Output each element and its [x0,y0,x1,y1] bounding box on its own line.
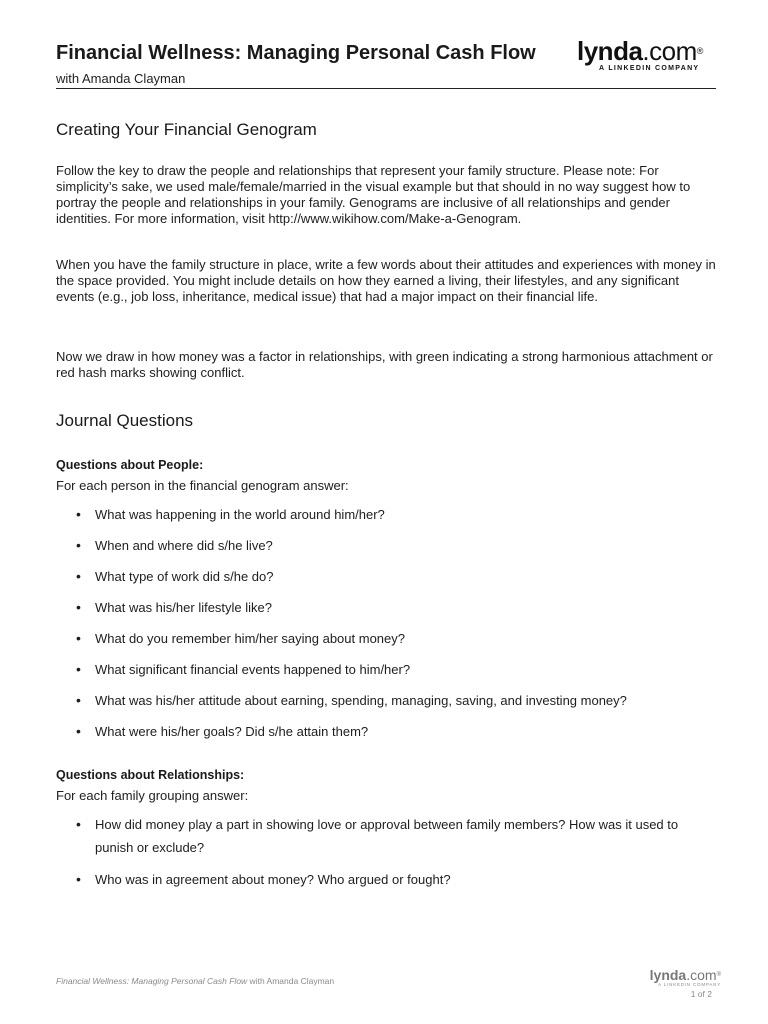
page-number: 1 of 2 [690,989,712,999]
list-item [76,689,716,712]
course-title: Financial Wellness: Managing Personal Cash Flow [56,42,536,64]
logo-registered: ® [696,46,703,56]
bullet-icon: • [76,816,81,832]
paragraph-relationships: Now we draw in how money was a factor in relationships, with green indicating a strong harmonious attachment or red hash marks showing conflict. [56,349,713,380]
list-item-text: When and where did s/he live? [95,538,273,553]
footer-author: with Amanda Clayman [247,976,335,986]
logo-dotcom: .com [642,36,697,66]
bullet-icon: • [76,871,81,887]
paragraph-key: Follow the key to draw the people and relationships that represent your family structure. Please note: For simplicity’s sake, we used male/female/married in the visual example but that should in no way suggest how to portray the people and relationships in your family. Genograms are inclusive of all relationships and gender identities. For more information, visit http://www.wikihow.com/Make-a-Genogram. [56,163,691,226]
footer-logo-dotcom: .com [686,967,717,983]
footer-course-credit [56,976,334,986]
list-item [76,720,716,743]
bullet-icon: • [76,630,81,646]
section-heading-genogram: Creating Your Financial Genogram [56,120,317,139]
section-heading-journal: Journal Questions [56,411,194,430]
bullet-icon: • [76,661,81,677]
list-item [76,627,716,650]
list-item-text: How did money play a part in showing love or approval between family members? How was it used to punish or exclude? [95,817,679,855]
relationships-intro: For each family grouping answer: [56,788,249,803]
paragraph-family-structure: When you have the family structure in place, write a few words about their attitudes and experiences with money in the space provided. You might include details on how they earned a living, their lifestyles, and any significant events (e.g., job loss, inheritance, medical issue) that had a major impact on their financial life. [56,257,716,304]
subheading-people: Questions about People: [56,458,204,472]
footer-logo-tagline: A LINKEDIN COMPANY [658,982,721,987]
list-item-text: What was his/her lifestyle like? [95,600,273,615]
course-author: with Amanda Clayman [56,71,186,86]
bullet-icon: • [76,568,81,584]
footer-logo-registered: ® [716,972,721,978]
footer-course-title: Financial Wellness: Managing Personal Cash Flow [56,976,248,986]
people-intro: For each person in the financial genogram answer: [56,478,349,493]
list-item-text: What significant financial events happened to him/her? [95,662,411,677]
bullet-icon: • [76,692,81,708]
bullet-icon: • [76,506,81,522]
logo-tagline: A LINKEDIN COMPANY [599,65,700,72]
bullet-icon: • [76,537,81,553]
list-item-text: What was his/her attitude about earning, spending, managing, saving, and investing money? [95,693,627,708]
list-item-text: What type of work did s/he do? [95,569,274,584]
list-item [76,534,716,557]
list-item [76,868,716,891]
list-item [76,503,716,526]
header-divider [56,88,716,89]
logo-wordmark: lynda [577,36,643,66]
list-item-text: What do you remember him/her saying about money? [95,631,405,646]
footer-lynda-logo [641,968,721,987]
lynda-logo [577,38,719,72]
subheading-relationships: Questions about Relationships: [56,768,245,782]
bullet-icon: • [76,599,81,615]
list-item-text: Who was in agreement about money? Who argued or fought? [95,872,451,887]
list-item [76,813,716,859]
bullet-icon: • [76,723,81,739]
list-item [76,658,716,681]
list-item [76,596,716,619]
footer-logo-wordmark: lynda [649,967,687,983]
list-item [76,565,716,588]
list-item-text: What was happening in the world around him/her? [95,507,385,522]
list-item-text: What were his/her goals? Did s/he attain them? [95,724,369,739]
